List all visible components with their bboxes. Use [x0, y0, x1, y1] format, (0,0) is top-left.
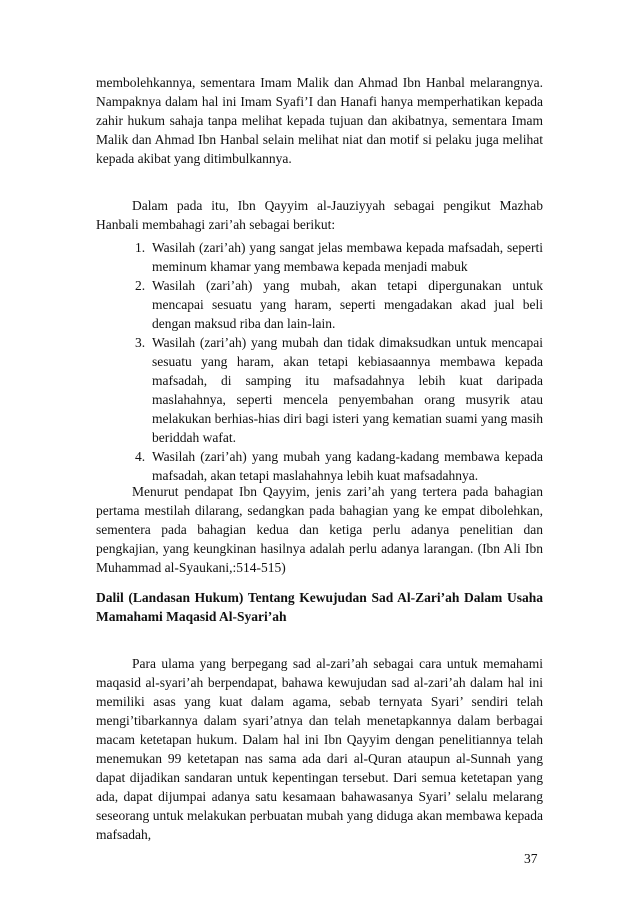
list-text: Wasilah (zari’ah) yang mubah dan tidak dimaksudkan untuk mencapai sesuatu yang haram, akan tetapi kebiasaannya membawa kepada mafsadah, di samping itu mafsadahnya lebih kuat daripada maslahahnya, seperti mencela penyembahan orang musyrik atau melakukan berhias-hias diri bagi isteri yang kematian suami yang masih beriddah wafat.	[152, 335, 543, 445]
list-item	[120, 333, 543, 447]
list-number: 2.	[135, 278, 146, 293]
list-text: Wasilah (zari’ah) yang sangat jelas membawa kepada mafsadah, seperti meminum khamar yang membawa kepada menjadi mabuk	[152, 240, 543, 274]
list-text: Wasilah (zari’ah) yang mubah, akan tetapi dipergunakan untuk mencapai sesuatu yang haram, seperti mengadakan akad jual beli dengan maksud riba dan lain-lain.	[152, 278, 543, 331]
list-number: 1.	[135, 240, 146, 255]
list-item	[120, 238, 543, 276]
list-text: Wasilah (zari’ah) yang mubah yang kadang-kadang membawa kepada mafsadah, akan tetapi maslahahnya lebih kuat mafsadahnya.	[152, 449, 543, 483]
list-number: 3.	[135, 335, 146, 350]
page-number: 37	[524, 851, 538, 866]
section-heading: Dalil (Landasan Hukum) Tentang Kewujudan Sad Al-Zari’ah Dalam Usaha Mamahami Maqasid Al-Syari’ah	[96, 590, 543, 624]
paragraph-1: membolehkannya, sementara Imam Malik dan Ahmad Ibn Hanbal melarangnya. Nampaknya dalam hal ini Imam Syafi’I dan Hanafi hanya memperhatikan kepada zahir hukum sahaja tanpa melihat kepada tujuan dan akibatnya, sementara Imam Malik dan Ahmad Ibn Hanbal selain melihat niat dan motif si pelaku juga melihat kepada akibat yang ditimbulkannya.	[96, 75, 543, 166]
paragraph-2: Dalam pada itu, Ibn Qayyim al-Jauziyyah sebagai pengikut Mazhab Hanbali membahagi zari’ah sebagai berikut:	[96, 198, 543, 232]
list-number: 4.	[135, 449, 146, 464]
zariah-list	[120, 238, 543, 485]
paragraph-4: Para ulama yang berpegang sad al-zari’ah sebagai cara untuk memahami maqasid al-syari’ah berpendapat, bahawa kewujudan sad al-zari’ah dalam hal ini memiliki asas yang kuat dalam agama, sebab ternyata Syari’ sendiri telah mengi’tibarkannya dalam syari’atnya dan telah menetapkannya dalam berbagai macam ketetapan hukum. Dalam hal ini Ibn Qayyim dengan penelitiannya telah menemukan 99 ketetapan nas sama ada dari al-Quran ataupun al-Sunnah yang dapat dijadikan sandaran untuk kepentingan tersebut. Dari semua ketetapan yang ada, dapat dijumpai adanya satu kesamaan bahawasanya Syari’ selalu melarang seseorang untuk melakukan perbuatan mubah yang diduga akan membawa kepada mafsadah,	[96, 656, 543, 842]
list-item	[120, 276, 543, 333]
list-item	[120, 447, 543, 485]
paragraph-3: Menurut pendapat Ibn Qayyim, jenis zari’ah yang tertera pada bahagian pertama mestilah dilarang, sedangkan pada bahagian yang ke empat dibolehkan, sementera pada bahagian kedua dan ketiga perlu adanya penelitian dan pengkajian, yang keungkinan hasilnya adalah perlu adanya larangan. (Ibn Ali Ibn Muhammad al-Syaukani,:514-515)	[96, 484, 543, 575]
